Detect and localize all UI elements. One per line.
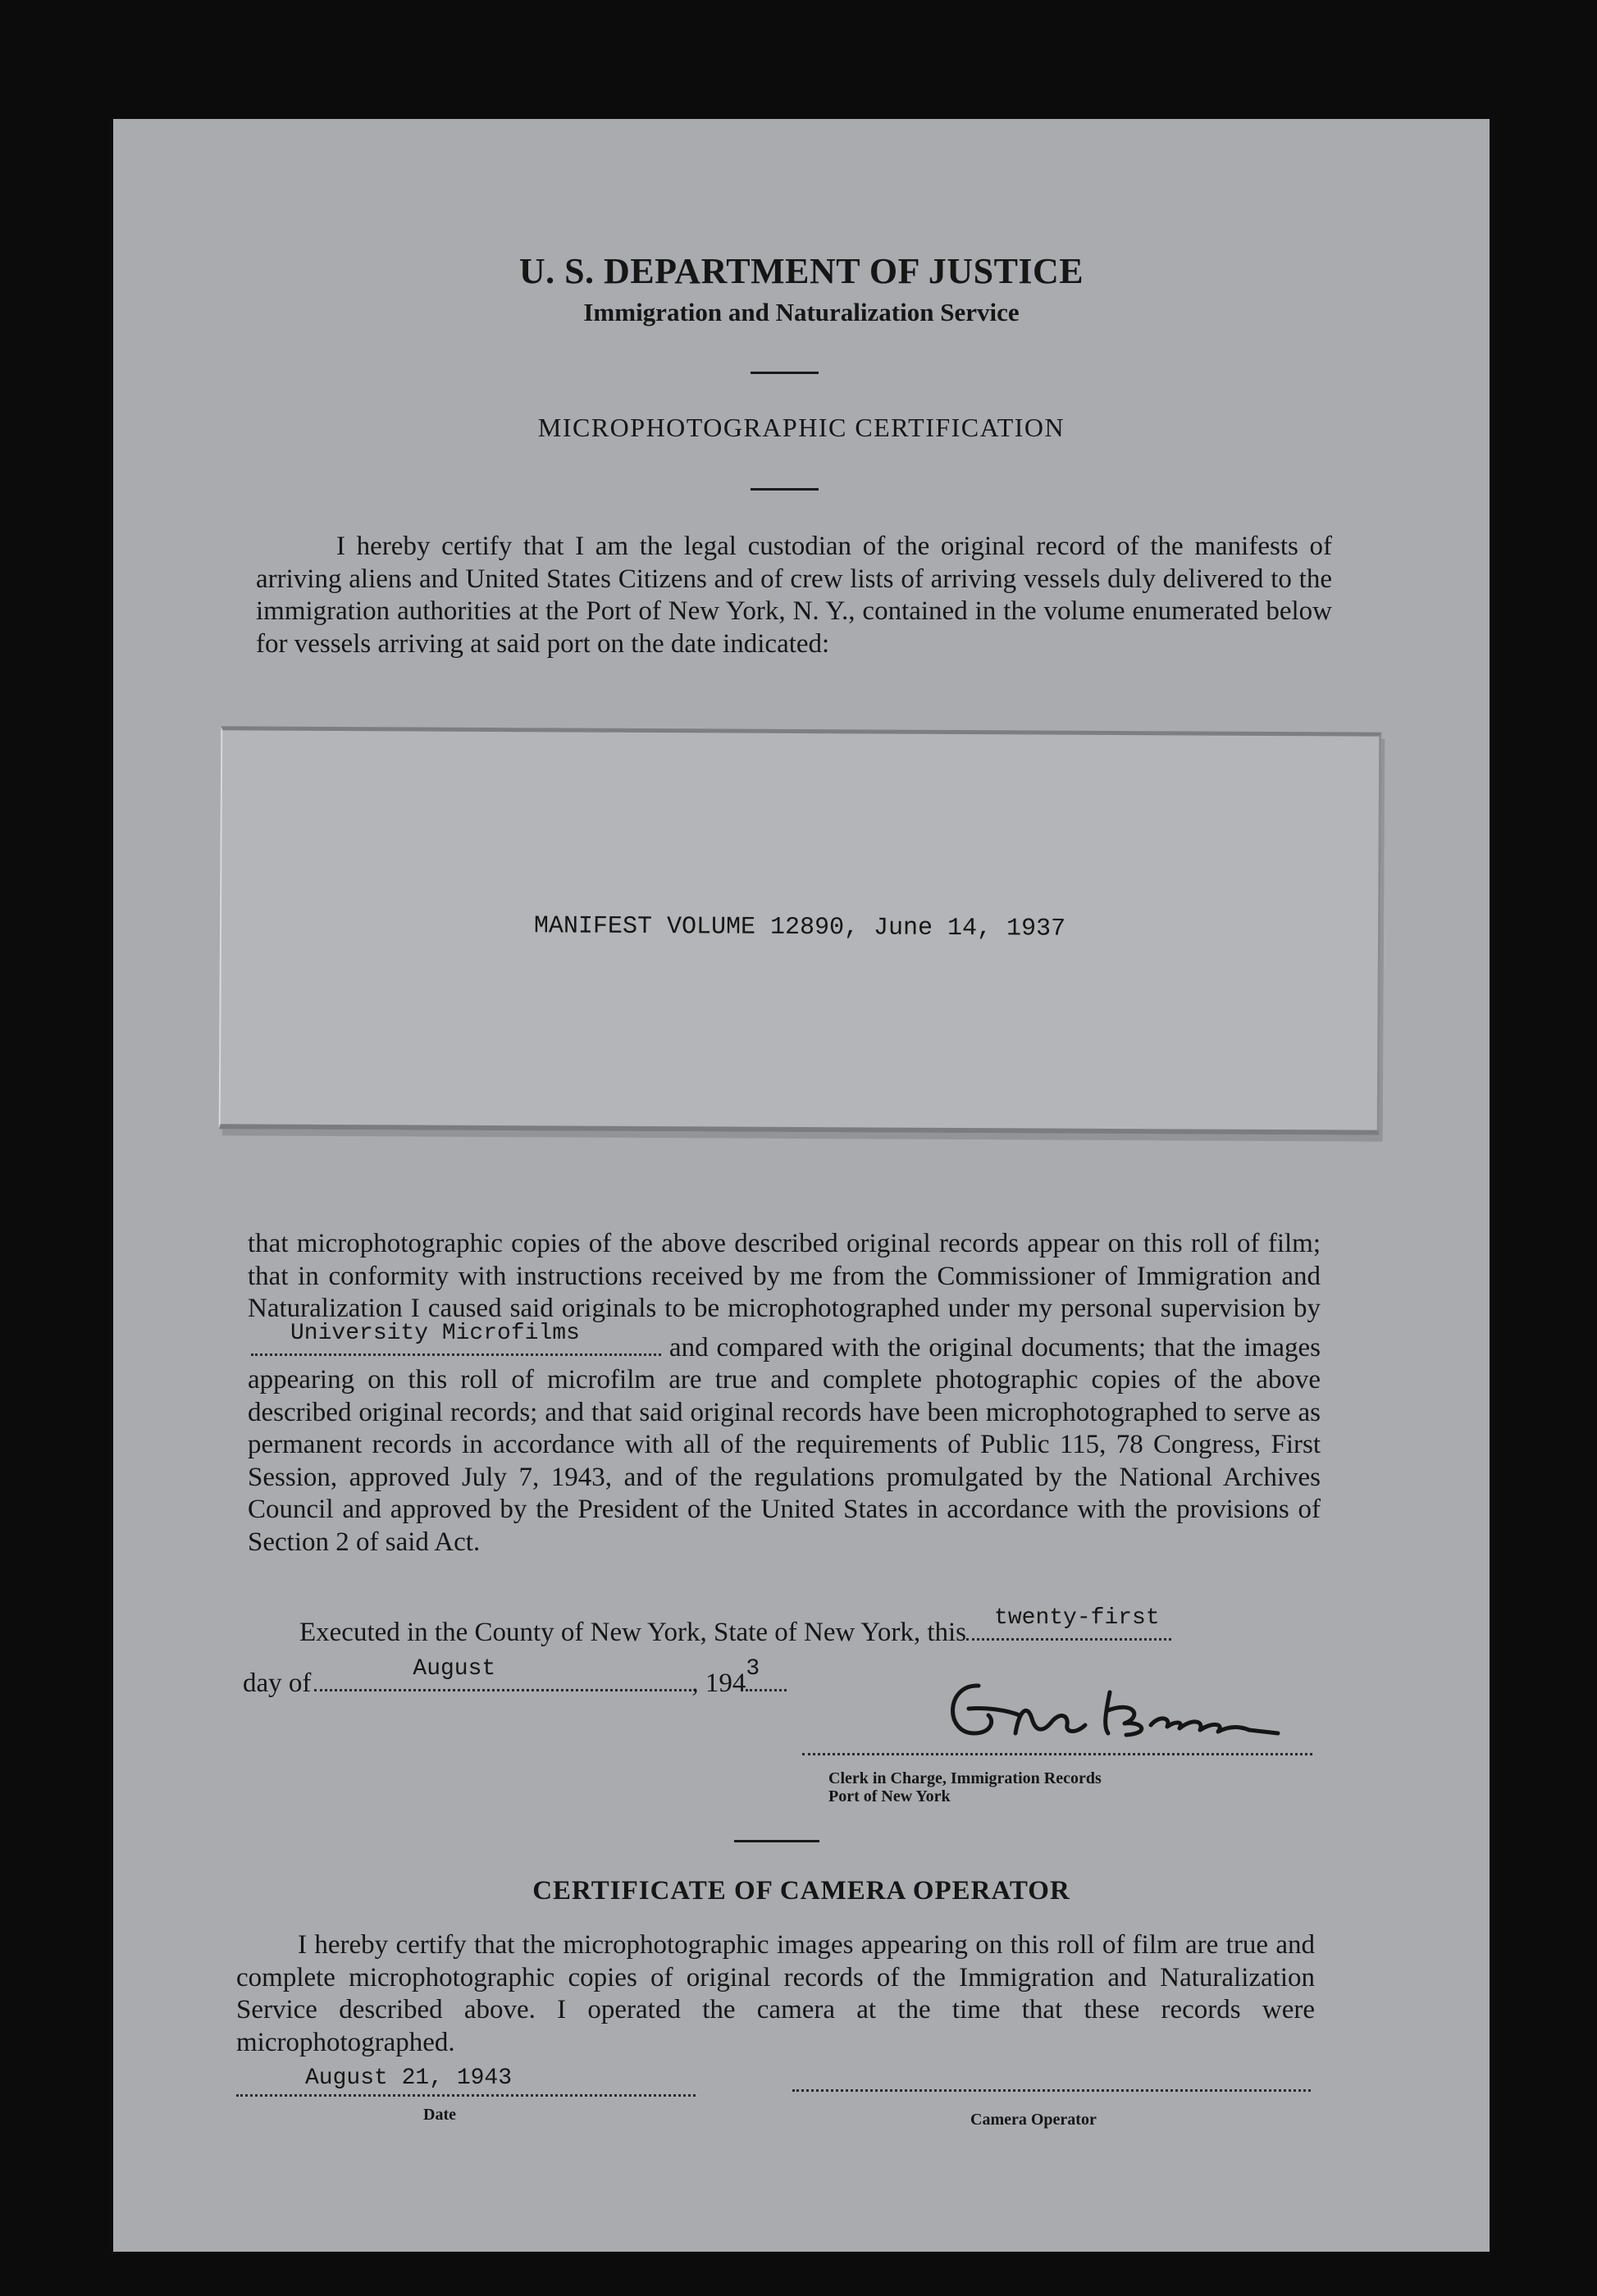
clerk-signature [929,1676,1282,1750]
month-value: August [413,1656,496,1682]
certification-title: MICROPHOTOGRAPHIC CERTIFICATION [537,413,1065,442]
operator-text: I hereby certify that the microphotographic images appearing on this roll of film are true and complete microphotographic copies of original records of the Immigration and Naturalization Service described above. I operated the camera at the time that these records were microphotographed. [236,1930,1315,2057]
manifest-volume-text: MANIFEST VOLUME 12890, June 14, 1937 [533,912,1066,943]
header-divider [751,372,819,374]
manifest-volume-card [219,726,1382,1134]
clerk-title [828,1769,1102,1805]
intro-text: I hereby certify that I am the legal custodian of the original record of the manifests of arriving aliens and United States Citizens and of crew lists of arriving vessels duly delivered to the immigration authorities at the Port of New York, N. Y., contained in the volume enumerated below for vessels arriving at said port on the date indicated: [256,532,1332,659]
executed-line [299,1605,1171,1649]
day-field [966,1605,1171,1641]
executed-text: Executed in the County of New York, State of New York, this [299,1618,967,1647]
day-value: twenty-first [994,1605,1160,1631]
certificate-sheet [113,119,1490,2252]
day-of-label: day of [243,1668,312,1698]
operator-paragraph [236,1929,1315,2059]
year-prefix: , 194 [691,1668,746,1698]
date-label: Date [423,2106,456,2124]
camera-operator-heading: CERTIFICATE OF CAMERA OPERATOR [532,1876,1070,1906]
clerk-signature-line [802,1753,1312,1755]
date-value: August 21, 1943 [305,2065,513,2091]
day-of-line [243,1656,787,1700]
intro-paragraph [256,531,1332,660]
clerk-title-line-1: Clerk in Charge, Immigration Records [828,1769,1102,1787]
camera-operator-label: Camera Operator [970,2111,1097,2129]
title-divider [751,488,819,491]
body-paragraph [248,1228,1321,1559]
camera-operator-signature-line [792,2089,1311,2092]
year-field [746,1656,787,1691]
date-field [236,2065,696,2097]
body-text-after-fill: and compared with the original documents; that the images appearing on this roll of microfilm are true and complete photographic copies of the above described original records; and that said original records have been microphotographed to serve as permanent records in accordance with all of the requirements of Public 115, 78 Congress, First Session, approved July 7, 1943, and of the regulations promulgated by the National Archives Council and approved by the President of the United States in accordance with the provisions of Section 2 of said Act. [248,1332,1321,1557]
year-digit: 3 [746,1656,760,1682]
clerk-title-line-2: Port of New York [828,1787,951,1805]
microfilmed-by-value: University Microfilms [290,1321,580,1346]
month-field [314,1656,691,1691]
body-text-before-fill: that microphotographic copies of the above described original records appear on this roll of film; that in conformity with instructions received by me from the Commissioner of Immigration and Naturalization I caused said originals to be microphotographed under my personal supervision by [248,1229,1321,1323]
service-subheading: Immigration and Naturalization Service [583,298,1020,326]
microfilmed-by-field [251,1321,661,1356]
operator-divider [734,1840,819,1842]
department-heading: U. S. DEPARTMENT OF JUSTICE [518,251,1084,291]
body-text [248,1228,1321,1559]
